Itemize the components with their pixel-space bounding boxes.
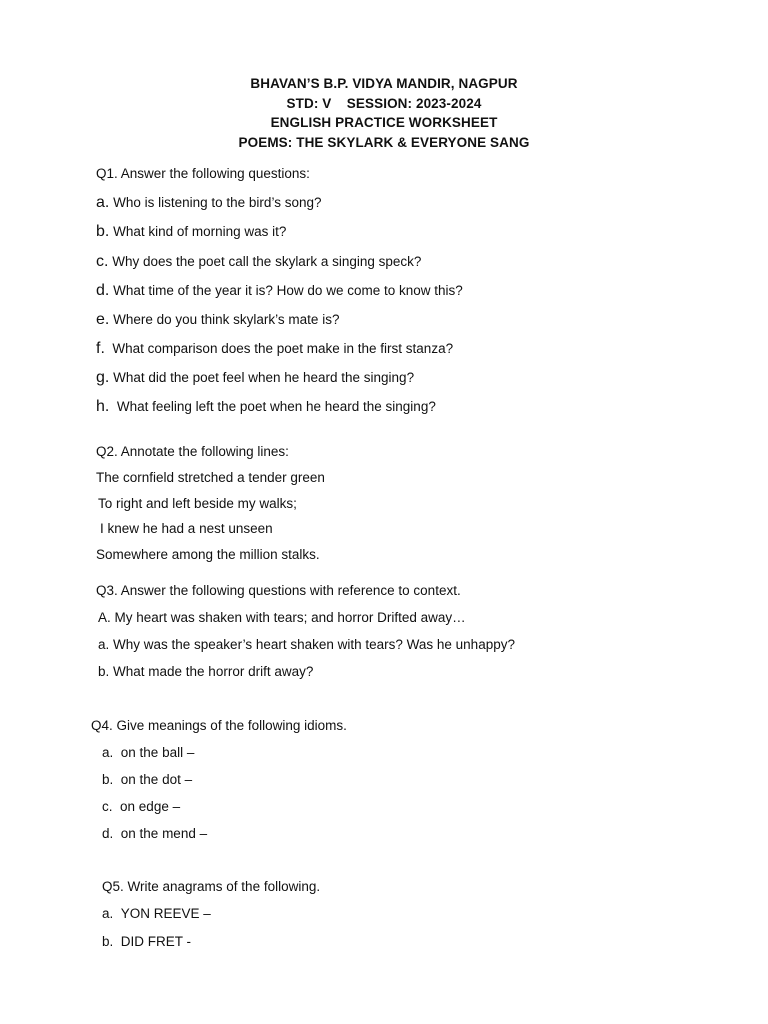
- anagram-item: [102, 905, 211, 923]
- item-marker: a.: [102, 906, 114, 921]
- item-text: on the dot –: [120, 772, 193, 787]
- item-marker: f.: [96, 340, 105, 357]
- q1-item: [96, 369, 414, 387]
- q1-item: [96, 340, 453, 358]
- q1-item: [96, 398, 436, 416]
- q1-item: [96, 194, 321, 212]
- worksheet-header: [0, 74, 768, 152]
- item-marker: h.: [96, 398, 110, 415]
- item-text: Where do you think skylark’s mate is?: [113, 312, 340, 327]
- item-text: on the ball –: [120, 745, 195, 760]
- poem-line: I knew he had a nest unseen: [100, 521, 273, 536]
- item-marker: d.: [102, 826, 114, 841]
- std-session: STD: V SESSION: 2023-2024: [286, 95, 482, 111]
- q3-heading: Q3. Answer the following questions with reference to context.: [96, 583, 461, 598]
- item-marker: b.: [96, 223, 110, 240]
- item-text: Why does the poet call the skylark a singing speck?: [112, 254, 422, 269]
- q4-heading: Q4. Give meanings of the following idioms.: [91, 718, 347, 733]
- idiom-item: [102, 825, 207, 843]
- item-marker: g.: [96, 369, 110, 386]
- anagram-item: [102, 933, 191, 951]
- poem-line: To right and left beside my walks;: [98, 496, 297, 511]
- item-text: on edge –: [120, 799, 181, 814]
- q2-heading: Q2. Annotate the following lines:: [96, 444, 289, 459]
- q3-passage: A. My heart was shaken with tears; and horror Drifted away…: [98, 610, 466, 625]
- item-text: What kind of morning was it?: [113, 224, 287, 239]
- item-text: What feeling left the poet when he heard the singing?: [116, 399, 436, 414]
- item-marker: a.: [102, 745, 114, 760]
- q1-item: [96, 253, 421, 271]
- q1-item: [96, 282, 463, 300]
- idiom-item: [102, 771, 192, 789]
- q3-item: b. What made the horror drift away?: [98, 664, 314, 679]
- item-marker: c.: [96, 253, 109, 270]
- poems-title: POEMS: THE SKYLARK & EVERYONE SANG: [238, 134, 530, 150]
- item-text: What time of the year it is? How do we come to know this?: [113, 283, 463, 298]
- item-text: What did the poet feel when he heard the singing?: [113, 370, 415, 385]
- school-name: BHAVAN’S B.P. VIDYA MANDIR, NAGPUR: [250, 76, 518, 91]
- q1-heading: Q1. Answer the following questions:: [96, 166, 310, 181]
- item-text: YON REEVE –: [120, 906, 211, 921]
- q3-item: a. Why was the speaker’s heart shaken with tears? Was he unhappy?: [98, 637, 515, 652]
- idiom-item: [102, 798, 180, 816]
- item-marker: a.: [96, 194, 110, 211]
- poem-line: The cornfield stretched a tender green: [96, 470, 325, 485]
- item-marker: e.: [96, 311, 110, 328]
- item-marker: c.: [102, 799, 113, 814]
- item-marker: b.: [102, 772, 114, 787]
- item-text: What comparison does the poet make in the first stanza?: [112, 341, 454, 356]
- q1-item: [96, 223, 286, 241]
- item-text: DID FRET -: [120, 934, 192, 949]
- q1-item: [96, 311, 339, 329]
- item-text: Who is listening to the bird’s song?: [113, 195, 322, 210]
- poem-line: Somewhere among the million stalks.: [96, 547, 320, 562]
- item-marker: b.: [102, 934, 114, 949]
- item-marker: d.: [96, 282, 110, 299]
- worksheet-title: ENGLISH PRACTICE WORKSHEET: [270, 115, 498, 130]
- q5-heading: Q5. Write anagrams of the following.: [102, 879, 321, 894]
- item-text: on the mend –: [120, 826, 208, 841]
- idiom-item: [102, 744, 194, 762]
